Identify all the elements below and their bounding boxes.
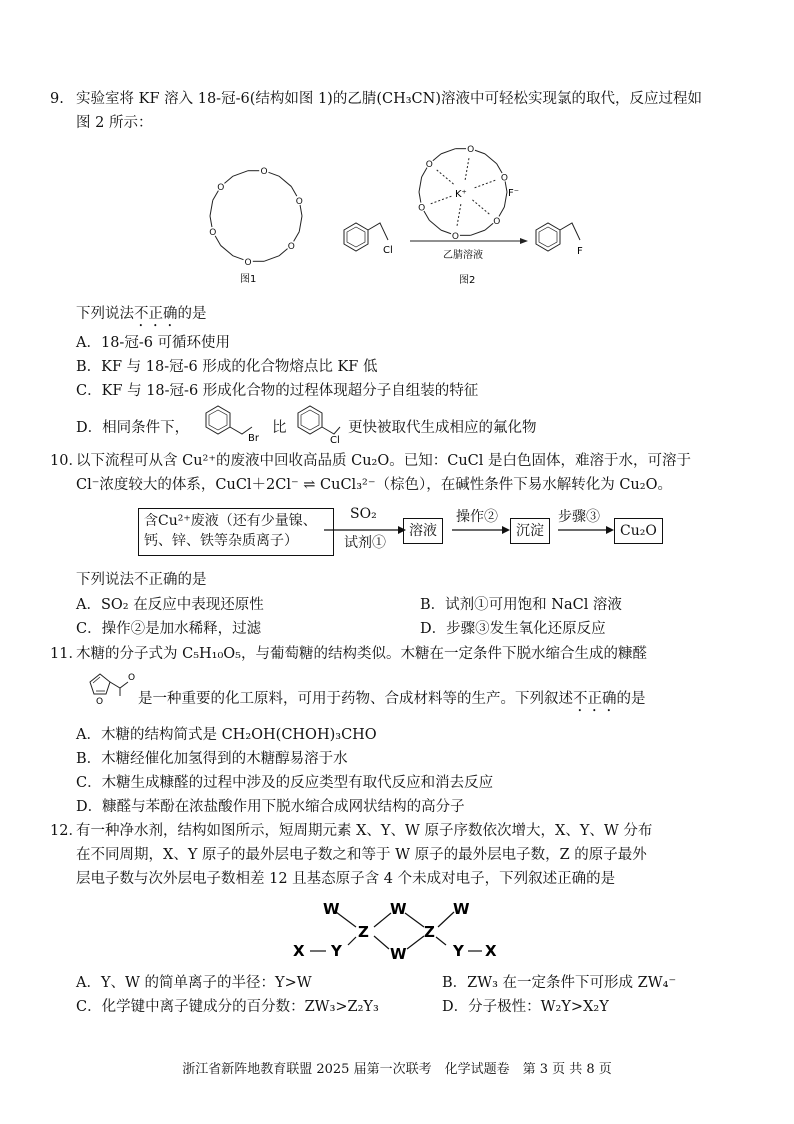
ring-oxygen-label: O — [500, 173, 508, 184]
q9-number: 9. — [50, 91, 64, 107]
atom-y1: Y — [331, 942, 342, 960]
ring-bond — [497, 164, 502, 173]
coordination-bond — [473, 180, 495, 188]
benzyl-fluoride-structure — [526, 218, 596, 268]
furan-o-label: O — [96, 697, 104, 706]
atom-x1: X — [293, 942, 305, 960]
ring-bond — [291, 186, 297, 196]
ring-bond — [441, 230, 451, 234]
ring-bond — [471, 230, 485, 235]
ring-bond — [224, 176, 233, 183]
flow-box-cu2o: Cu₂O — [614, 518, 663, 544]
q12-option-c: C．化学键中离子键成分的百分数：ZW₃>Z₂Y₃ — [76, 999, 379, 1015]
flow-arrow1-top: SO₂ — [350, 506, 377, 522]
kf-crown-complex-diagram — [405, 140, 535, 290]
coordination-bond — [431, 196, 453, 204]
coordination-bond — [471, 199, 489, 214]
ring-oxygen-label: O — [209, 228, 217, 239]
ring-bond — [429, 220, 441, 230]
fluoride-label: F⁻ — [508, 188, 520, 199]
q10-option-c: C．操作②是加水稀释，过滤 — [76, 621, 262, 637]
q9-option-b: B．KF 与 18-冠-6 形成的化合物熔点比 KF 低 — [76, 359, 378, 375]
atom-y2: Y — [453, 942, 464, 960]
ring-bond — [441, 149, 455, 154]
ring-bond — [210, 216, 212, 227]
fig1-caption: 图1 — [240, 274, 257, 285]
ring-bond — [433, 154, 441, 161]
q11-number: 11． — [50, 646, 83, 662]
ring-bond — [499, 207, 504, 216]
coordination-bond — [437, 170, 455, 185]
ring-bond — [210, 200, 213, 216]
q9-option-d-post: 更快被取代生成相应的氟化物 — [348, 420, 537, 436]
coordination-bond — [465, 158, 469, 181]
atom-w2: W — [390, 900, 407, 918]
ring-oxygen-label: O — [493, 216, 501, 227]
ring-bond — [233, 256, 244, 260]
flow-box-waste-liquid: 含Cu²⁺废液（还有少量镍、 钙、锌、铁等杂质离子） — [138, 508, 334, 556]
q10-option-d: D．步骤③发生氧化还原反应 — [420, 621, 606, 637]
q11-option-c: C．木糖生成糠醛的过程中涉及的反应类型有取代反应和消去反应 — [76, 775, 494, 791]
ring-bond — [419, 177, 422, 192]
q9-prompt: 下列说法不正确的是 — [76, 306, 207, 322]
coordination-bond — [457, 203, 461, 226]
flow-arrow3-top: 步骤③ — [558, 509, 600, 525]
ring-bond — [419, 192, 421, 203]
flow-arrows — [322, 520, 622, 540]
q9-option-d: D．相同条件下， — [76, 420, 190, 436]
flow-arrow2-top: 操作② — [456, 509, 498, 525]
flow-box-precipitate: 沉淀 — [510, 518, 550, 544]
q11-option-b: B．木糖经催化加氢得到的木糖醇易溶于水 — [76, 751, 348, 767]
ring-oxygen-label: O — [425, 160, 433, 171]
q10-option-b: B．试剂①可用饱和 NaCl 溶液 — [420, 597, 622, 613]
ring-bond — [264, 256, 279, 261]
flow-arrow1-bottom: 试剂① — [344, 535, 386, 551]
atom-z2: Z — [424, 923, 435, 941]
q10-stem-line2: Cl⁻浓度较大的体系，CuCl＋2Cl⁻ ⇌ CuCl₃²⁻（棕色），在碱性条件下易水解转化为 Cu₂O。 — [76, 477, 672, 493]
atom-w1: W — [323, 900, 340, 918]
q9-option-a: A．18-冠-6 可循环使用 — [76, 335, 231, 351]
benzyl-bromide-structure — [198, 403, 268, 445]
ring-oxygen-label: O — [451, 231, 459, 242]
q12-option-d: D．分子极性：W₂Y>X₂Y — [442, 999, 609, 1015]
ring-oxygen-label: O — [260, 167, 268, 178]
ring-bond — [268, 172, 279, 176]
q11-option-a: A．木糖的结构简式是 CH₂OH(CHOH)₃CHO — [76, 727, 377, 743]
crown-ether-diagram — [196, 160, 316, 290]
q10-number: 10． — [50, 453, 83, 469]
cl-small-label: Cl — [330, 435, 340, 445]
ring-oxygen-label: O — [217, 182, 225, 193]
benzyl-chloride-small-structure — [290, 403, 350, 445]
f-label: F — [577, 246, 583, 257]
q9-stem-line2: 图 2 所示： — [76, 115, 153, 131]
atom-x2: X — [485, 942, 497, 960]
q12-option-a: A．Y、W 的简单离子的半径：Y>W — [76, 975, 312, 991]
ring-bond — [279, 249, 288, 256]
q12-number: 12． — [50, 823, 83, 839]
ring-bond — [485, 154, 497, 164]
q12-stem-line2: 在不同周期，X、Y 原子的最外层电子数之和等于 W 原子的最外层电子数，Z 的原子最外 — [76, 847, 647, 863]
q12-option-b: B．ZW₃ 在一定条件下可形成 ZW₄⁻ — [442, 975, 677, 991]
cho-o-label: O — [128, 673, 136, 683]
atom-z1: Z — [358, 923, 369, 941]
ring-oxygen-label: O — [287, 242, 295, 253]
q12-stem-line3: 层电子数与次外层电子数相差 12 且基态原子含 4 个未成对电子，下列叙述正确的是 — [76, 871, 616, 887]
q9-stem-line1: 实验室将 KF 溶入 18-冠-6(结构如图 1)的乙腈(CH₃CN)溶液中可轻松实现氯的取代，反应过程如 — [76, 91, 702, 107]
furfural-structure — [82, 666, 138, 706]
q10-prompt: 下列说法不正确的是 — [76, 572, 207, 588]
fig2-caption: 图2 — [459, 275, 476, 286]
q11-option-d: D．糠醛与苯酚在浓盐酸作用下脱水缩合成网状结构的高分子 — [76, 799, 465, 815]
ring-oxygen-label: O — [244, 257, 252, 268]
ring-bond — [294, 232, 300, 242]
atom-w3: W — [453, 900, 470, 918]
k-ion-label: K⁺ — [455, 189, 467, 200]
q10-stem-line1: 以下流程可从含 Cu²⁺的废液中回收高品质 Cu₂O。已知：CuCl 是白色固体，难溶于水，可溶于 — [76, 453, 692, 469]
q11-stem-line1: 木糖的分子式为 C₅H₁₀O₅，与葡萄糖的结构类似。木糖在一定条件下脱水缩合生成的糠醛 — [76, 646, 647, 662]
q12-stem-line1: 有一种净水剂，结构如图所示，短周期元素 X、Y、W 原子序数依次增大，X、Y、W 分布 — [76, 823, 653, 839]
flow-box-solution: 溶液 — [403, 518, 443, 544]
br-label: Br — [248, 433, 259, 444]
ring-bond — [475, 150, 485, 154]
ring-bond — [299, 216, 302, 232]
atom-w4: W — [390, 945, 407, 963]
q9-option-d-mid: 比 — [272, 420, 287, 436]
ring-bond — [221, 246, 233, 256]
ring-bond — [233, 171, 248, 176]
ring-bond — [485, 223, 493, 230]
benzyl-chloride-structure — [334, 218, 404, 268]
q10-option-a: A．SO₂ 在反应中表现还原性 — [76, 597, 264, 613]
arrow-solvent-label: 乙腈溶液 — [443, 250, 483, 261]
ring-bond — [279, 176, 291, 186]
ring-oxygen-label: O — [295, 196, 303, 207]
ring-oxygen-label: O — [418, 203, 426, 214]
z2w4-structure-diagram — [286, 896, 506, 968]
q11-stem-line2: 是一种重要的化工原料，可用于药物、合成材料等的生产。下列叙述不正确的是 — [138, 691, 646, 707]
ring-oxygen-label: O — [467, 145, 475, 156]
page-footer: 浙江省新阵地教育联盟 2025 届第一次联考 化学试题卷 第 3 页 共 8 页 — [182, 1062, 612, 1077]
q9-option-c: C．KF 与 18-冠-6 形成化合物的过程体现超分子自组装的特征 — [76, 383, 479, 399]
cl-label: Cl — [383, 245, 393, 256]
ring-bond — [504, 192, 507, 207]
